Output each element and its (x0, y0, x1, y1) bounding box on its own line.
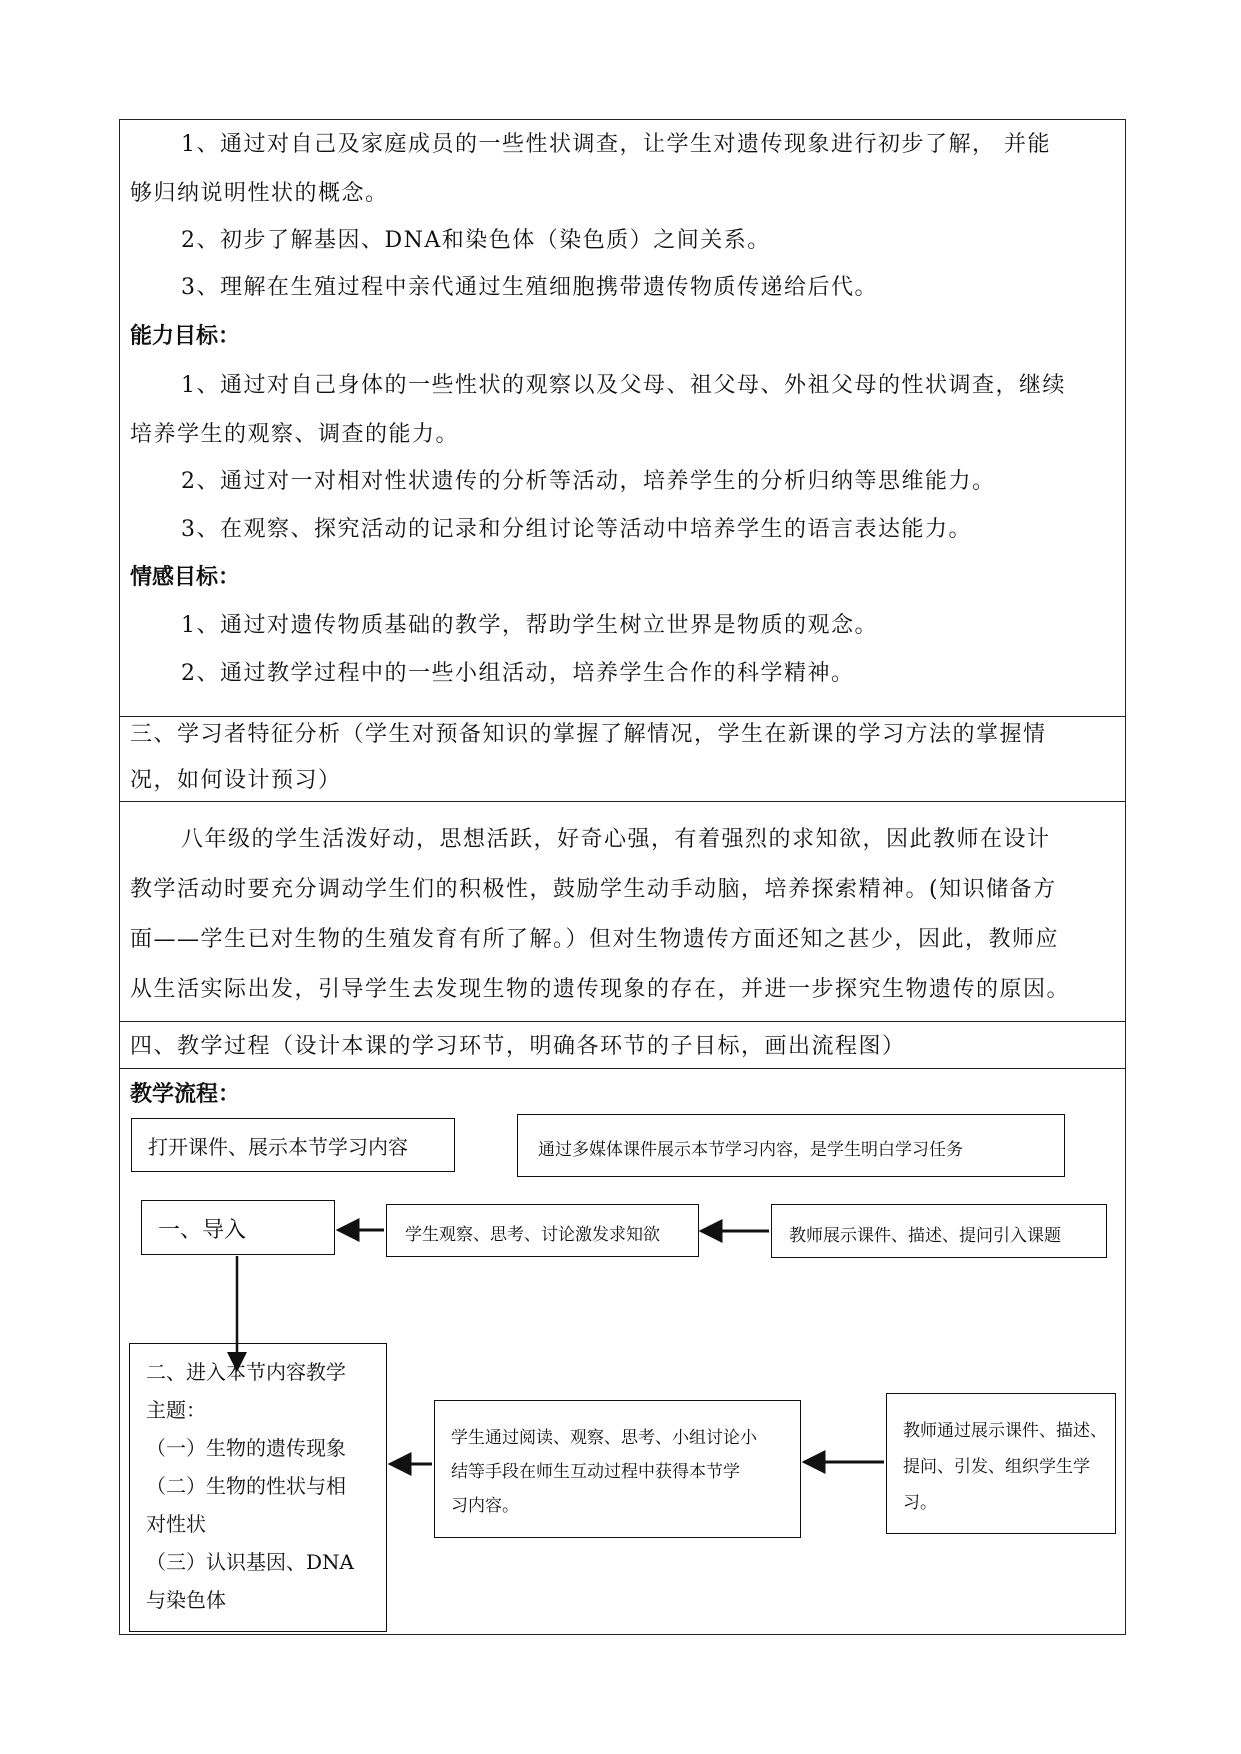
flow-main-teacher-line: 提问、引发、组织学生学 (903, 1457, 1090, 1477)
section3-title: 况，如何设计预习） (130, 768, 342, 793)
flow-main-student-line: 结等手段在师生互动过程中获得本节学 (451, 1462, 740, 1482)
flow-main-line: （一）生物的遗传现象 (146, 1436, 346, 1460)
flow-main-line: 主题： (146, 1398, 206, 1422)
flow-intro-text: 一、导入 (158, 1218, 247, 1243)
flow-intro-teacher-text: 教师展示课件、描述、提问引入课题 (789, 1226, 1061, 1246)
section4-title: 四、教学过程（设计本课的学习环节，明确各环节的子目标，画出流程图） (130, 1034, 906, 1059)
ability-item: 2、通过对一对相对性状遗传的分析等活动，培养学生的分析归纳等思维能力。 (181, 469, 996, 494)
emotion-item: 1、通过对遗传物质基础的教学，帮助学生树立世界是物质的观念。 (181, 613, 878, 638)
flow-main-student-line: 习内容。 (451, 1496, 519, 1516)
ability-heading: 能力目标： (130, 324, 241, 349)
flow-intro-student-text: 学生观察、思考、讨论激发求知欲 (405, 1225, 660, 1245)
knowledge-item: 够归纳说明性状的概念。 (130, 181, 389, 206)
section3-body: 八年级的学生活泼好动，思想活跃，好奇心强，有着强烈的求知欲，因此教师在设计 (181, 827, 1051, 852)
ability-item: 1、通过对自己身体的一些性状的观察以及父母、祖父母、外祖父母的性状调查，继续 (181, 373, 1066, 398)
flow-main-line: （二）生物的性状与相 (146, 1474, 346, 1498)
flow-main-teacher-line: 习。 (903, 1493, 937, 1513)
section3-body: 教学活动时要充分调动学生们的积极性，鼓励学生动手动脑，培养探索精神。(知识储备方 (130, 877, 1057, 902)
knowledge-item: 2、初步了解基因、DNA和染色体（染色质）之间关系。 (181, 228, 771, 253)
flow-main-line: 二、进入本节内容教学 (146, 1360, 346, 1384)
section3-body: 面——学生已对生物的生殖发育有所了解。）但对生物遗传方面还知之甚少，因此，教师应 (130, 927, 1060, 952)
flow-open-courseware-text: 打开课件、展示本节学习内容 (148, 1135, 408, 1159)
ability-item: 培养学生的观察、调查的能力。 (130, 422, 460, 447)
flow-main-student-line: 学生通过阅读、观察、思考、小组讨论小 (451, 1428, 757, 1448)
flow-main-line: （三）认识基因、DNA (146, 1550, 354, 1574)
flow-main-line: 对性状 (146, 1512, 206, 1536)
flow-courseware-note-text: 通过多媒体课件展示本节学习内容，是学生明白学习任务 (538, 1140, 963, 1160)
flow-main-teacher-line: 教师通过展示课件、描述、 (903, 1421, 1107, 1441)
emotion-heading: 情感目标： (130, 565, 241, 590)
section3-body: 从生活实际出发，引导学生去发现生物的遗传现象的存在，并进一步探究生物遗传的原因。 (130, 977, 1071, 1002)
knowledge-item: 3、理解在生殖过程中亲代通过生殖细胞携带遗传物质传递给后代。 (181, 275, 878, 300)
flow-heading: 教学流程： (130, 1082, 241, 1107)
flow-main-line: 与染色体 (146, 1588, 226, 1612)
ability-item: 3、在观察、探究活动的记录和分组讨论等活动中培养学生的语言表达能力。 (181, 517, 972, 542)
section3-title: 三、学习者特征分析（学生对预备知识的掌握了解情况，学生在新课的学习方法的掌握情 (130, 722, 1047, 747)
emotion-item: 2、通过教学过程中的一些小组活动，培养学生合作的科学精神。 (181, 661, 855, 686)
knowledge-item: 1、通过对自己及家庭成员的一些性状调查，让学生对遗传现象进行初步了解， 并能 (181, 132, 1051, 157)
